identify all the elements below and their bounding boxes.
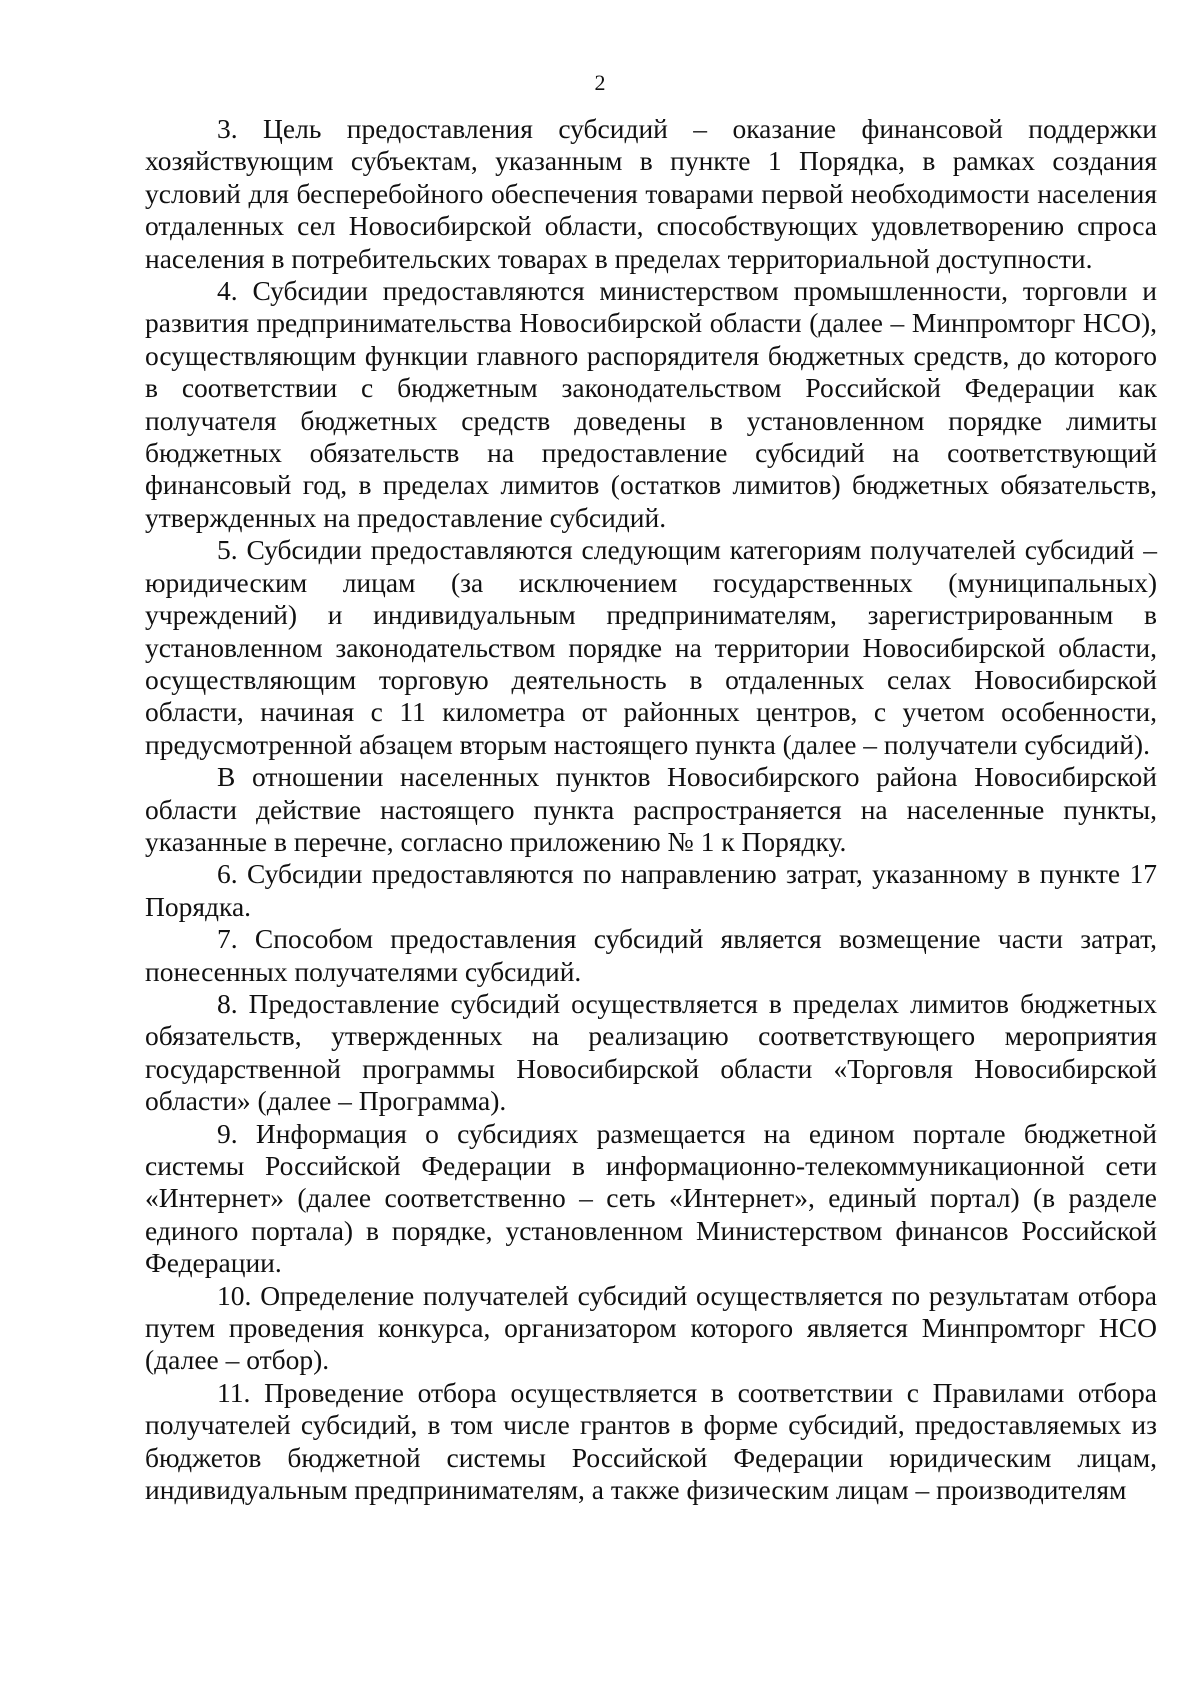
paragraph-10: 10. Определение получателей субсидий осуществляется по результатам отбора путем проведения конкурса, организатором которого является Минпромторг НСО (далее – отбор).	[145, 1279, 1157, 1376]
paragraph-3: 3. Цель предоставления субсидий – оказание финансовой поддержки хозяйствующим субъектам, указанным в пункте 1 Порядка, в рамках создания условий для бесперебойного обеспечения товарами первой необходимости населения отдаленных сел Новосибирской области, способствующих удовлетворению спроса населения в потребительских товарах в пределах территориальной доступности.	[145, 113, 1157, 274]
paragraph-5: 5. Субсидии предоставляются следующим категориям получателей субсидий – юридическим лицам (за исключением государственных (муниципальных) учреждений) и индивидуальным предпринимателям, зарегистрированным в установленном законодательством порядке на территории Новосибирской области, осуществляющим торговую деятельность в отдаленных селах Новосибирской области, начиная с 11 километра от районных центров, с учетом особенности, предусмотренной абзацем вторым настоящего пункта (далее – получатели субсидий).	[145, 534, 1157, 760]
paragraph-6: 6. Субсидии предоставляются по направлению затрат, указанному в пункте 17 Порядка.	[145, 858, 1157, 922]
paragraph-4: 4. Субсидии предоставляются министерством промышленности, торговли и развития предпринимательства Новосибирской области (далее – Минпромторг НСО), осуществляющим функции главного распорядителя бюджетных средств, до которого в соответствии с бюджетным законодательством Российской Федерации как получателя бюджетных средств доведены в установленном порядке лимиты бюджетных обязательств на предоставление субсидий на соответствующий финансовый год, в пределах лимитов (остатков лимитов) бюджетных обязательств, утвержденных на предоставление субсидий.	[145, 275, 1157, 533]
paragraph-5-novosibirsk-district: В отношении населенных пунктов Новосибирского района Новосибирской области действие настоящего пункта распространяется на населенные пункты, указанные в перечне, согласно приложению № 1 к Порядку.	[145, 761, 1157, 857]
paragraph-8: 8. Предоставление субсидий осуществляется в пределах лимитов бюджетных обязательств, утвержденных на реализацию соответствующего мероприятия государственной программы Новосибирской области «Торговля Новосибирской области» (далее – Программа).	[145, 987, 1157, 1117]
paragraph-7: 7. Способом предоставления субсидий является возмещение части затрат, понесенных получателями субсидий.	[145, 923, 1157, 987]
paragraph-11: 11. Проведение отбора осуществляется в соответствии с Правилами отбора получателей субсидий, в том числе грантов в форме субсидий, предоставляемых из бюджетов бюджетной системы Российской Федерации юридическим лицам, индивидуальным предпринимателям, а также физическим лицам – производителям	[145, 1376, 1157, 1506]
document-body	[145, 113, 1157, 1506]
paragraph-9: 9. Информация о субсидиях размещается на едином портале бюджетной системы Российской Федерации в информационно-телекоммуникационной сети «Интернет» (далее соответственно – сеть «Интернет», единый портал) (в разделе единого портала) в порядке, установленном Министерством финансов Российской Федерации.	[145, 1117, 1157, 1279]
page-number: 2	[594, 70, 606, 95]
